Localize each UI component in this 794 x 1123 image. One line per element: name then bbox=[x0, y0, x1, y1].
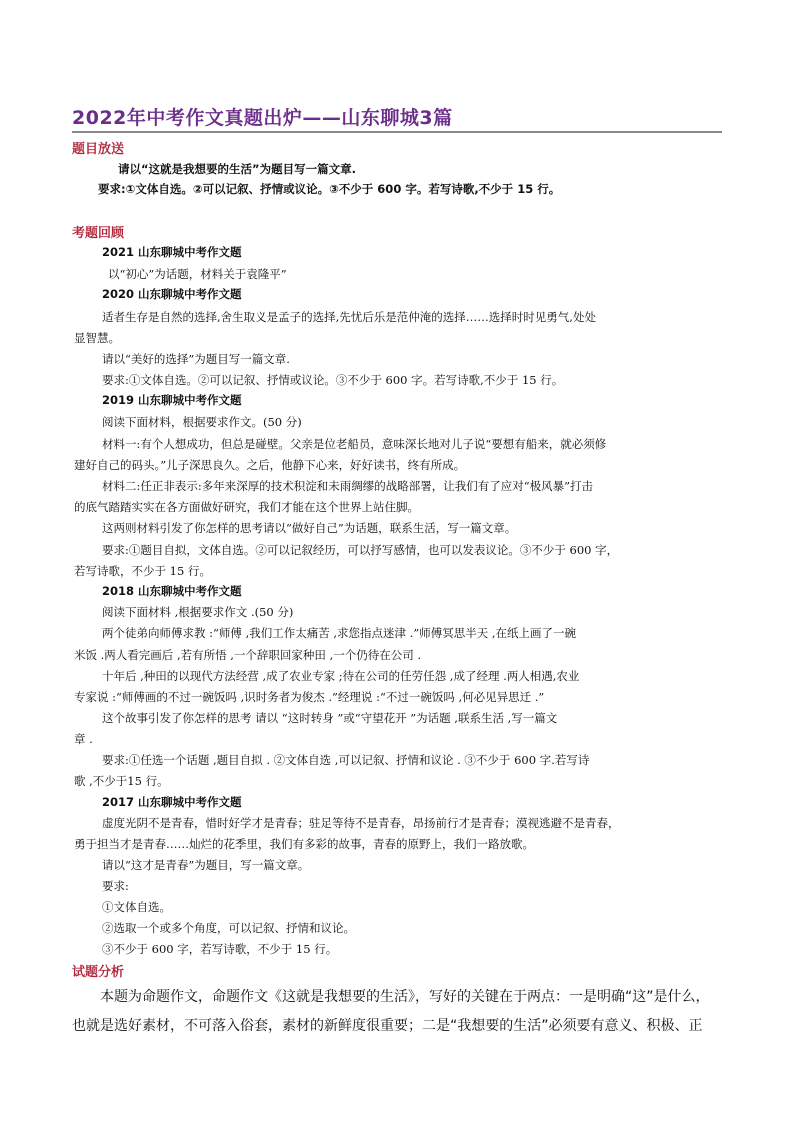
analysis-line: 本题为命题作文，命题作文《这就是我想要的生活》，写好的关键在于两点：一是明确“这”是什么， bbox=[100, 989, 710, 1005]
paragraph-line: ③不少于 600 字，若写诗歌，不少于 15 行。 bbox=[102, 942, 338, 956]
paragraph-line: 材料一:有个人想成功，但总是碰壁。父亲是位老船员，意味深长地对儿子说“要想有船来，就必须修 bbox=[102, 437, 607, 451]
paragraph-line: 的底气踏踏实实在各方面做好研究，我们才能在这个世界上站住脚。 bbox=[74, 500, 419, 514]
paragraph-line: 若写诗歌，不少于 15 行。 bbox=[74, 564, 211, 578]
paragraph-line: 请以“美好的选择”为题目写一篇文章. bbox=[102, 352, 290, 366]
paragraph-line: ①文体自选。 bbox=[102, 900, 171, 914]
paragraph-line: 专家说 :“师傅画的不过一碗饭吗 ,识时务者为俊杰 .”经理说 :“不过一碗饭吗 ,何必见异思迁 .” bbox=[74, 690, 545, 704]
page-title: 2022年中考作文真题出炉——山东聊城3篇 bbox=[72, 107, 453, 129]
paragraph-line: 阅读下面材料，根据要求作文。(50 分) bbox=[102, 415, 302, 429]
prompt-line: 请以“这就是我想要的生活”为题目写一篇文章. bbox=[118, 162, 356, 176]
paragraph-line: 阅读下面材料 ,根据要求作文 .(50 分) bbox=[102, 605, 294, 619]
prompt-requirements: 要求:①文体自选。②可以记叙、抒情或议论。③不少于 600 字。若写诗歌,不少于 15 行。 bbox=[98, 182, 561, 196]
paragraph-line: 请以“这才是青春”为题目，写一篇文章。 bbox=[102, 858, 310, 872]
paragraph-line: 两个徒弟向师傅求教 :“师傅 ,我们工作太痛苦 ,求您指点迷津 .”师傅冥思半天 ,在纸上画了一碗 bbox=[102, 626, 577, 640]
year-heading-2019: 2019 山东聊城中考作文题 bbox=[102, 393, 242, 407]
section-heading-prompt: 题目放送 bbox=[72, 142, 125, 157]
paragraph-line: 虚度光阴不是青春，惜时好学才是青春；驻足等待不是青春，昂扬前行才是青春；漠视逃避不是青春， bbox=[102, 816, 620, 830]
paragraph-line: 勇于担当才是青春……灿烂的花季里，我们有多彩的故事，青春的原野上，我们一路放歌。 bbox=[74, 837, 534, 851]
paragraph-line: 显智慧。 bbox=[74, 331, 120, 345]
paragraph-line: 要求: bbox=[102, 879, 129, 893]
paragraph-line: 章 . bbox=[74, 732, 93, 746]
paragraph-line: 要求:①题目自拟，文体自选。②可以记叙经历，可以抒写感情，也可以发表议论。③不少于 600 字， bbox=[102, 543, 619, 557]
paragraph-line: 这两则材料引发了你怎样的思考请以“做好自己”为话题，联系生活，写一篇文章。 bbox=[102, 521, 517, 535]
paragraph-line: 适者生存是自然的选择,舍生取义是孟子的选择,先忧后乐是范仲淹的选择……选择时时见勇气,处处 bbox=[102, 310, 596, 324]
title-divider bbox=[72, 131, 722, 133]
paragraph-line: 十年后 ,种田的以现代方法经营 ,成了农业专家 ;待在公司的任劳任怨 ,成了经理 .两人相遇,农业 bbox=[102, 669, 580, 683]
year-heading-2018: 2018 山东聊城中考作文题 bbox=[102, 584, 242, 598]
paragraph-line: 材料二:任正非表示:多年来深厚的技术积淀和未雨绸缪的战略部署，让我们有了应对“极风暴”打击 bbox=[102, 479, 594, 493]
paragraph-line: ②选取一个或多个角度，可以记叙、抒情和议论。 bbox=[102, 921, 355, 935]
section-heading-review: 考题回顾 bbox=[72, 226, 125, 241]
paragraph-line: 以“初心”为话题，材料关于袁隆平” bbox=[108, 267, 287, 281]
paragraph-line: 这个故事引发了你怎样的思考 请以 “这时转身 ”或“守望花开 ”为话题 ,联系生活 ,写一篇文 bbox=[102, 711, 558, 725]
paragraph-line: 米饭 .两人看完画后 ,若有所悟 ,一个辞职回家种田 ,一个仍待在公司 . bbox=[74, 648, 422, 662]
analysis-line: 也就是选好素材，不可落入俗套，素材的新鲜度很重要；二是“我想要的生活”必须要有意义、积极、正 bbox=[72, 1018, 703, 1034]
section-heading-analysis: 试题分析 bbox=[72, 965, 125, 980]
paragraph-line: 歌 ,不少于15 行。 bbox=[74, 774, 169, 788]
year-heading-2020: 2020 山东聊城中考作文题 bbox=[102, 287, 242, 301]
paragraph-line: 要求:①任选一个话题 ,题目自拟 . ②文体自选 ,可以记叙、抒情和议论 . ③不少于 600 字.若写诗 bbox=[102, 753, 590, 767]
paragraph-line: 建好自己的码头。”儿子深思良久。之后，他静下心来，好好读书，终有所成。 bbox=[74, 458, 466, 472]
year-heading-2017: 2017 山东聊城中考作文题 bbox=[102, 795, 242, 809]
paragraph-line: 要求:①文体自选。②可以记叙、抒情或议论。③不少于 600 字。若写诗歌,不少于 15 行。 bbox=[102, 373, 564, 387]
year-heading-2021: 2021 山东聊城中考作文题 bbox=[102, 245, 242, 259]
